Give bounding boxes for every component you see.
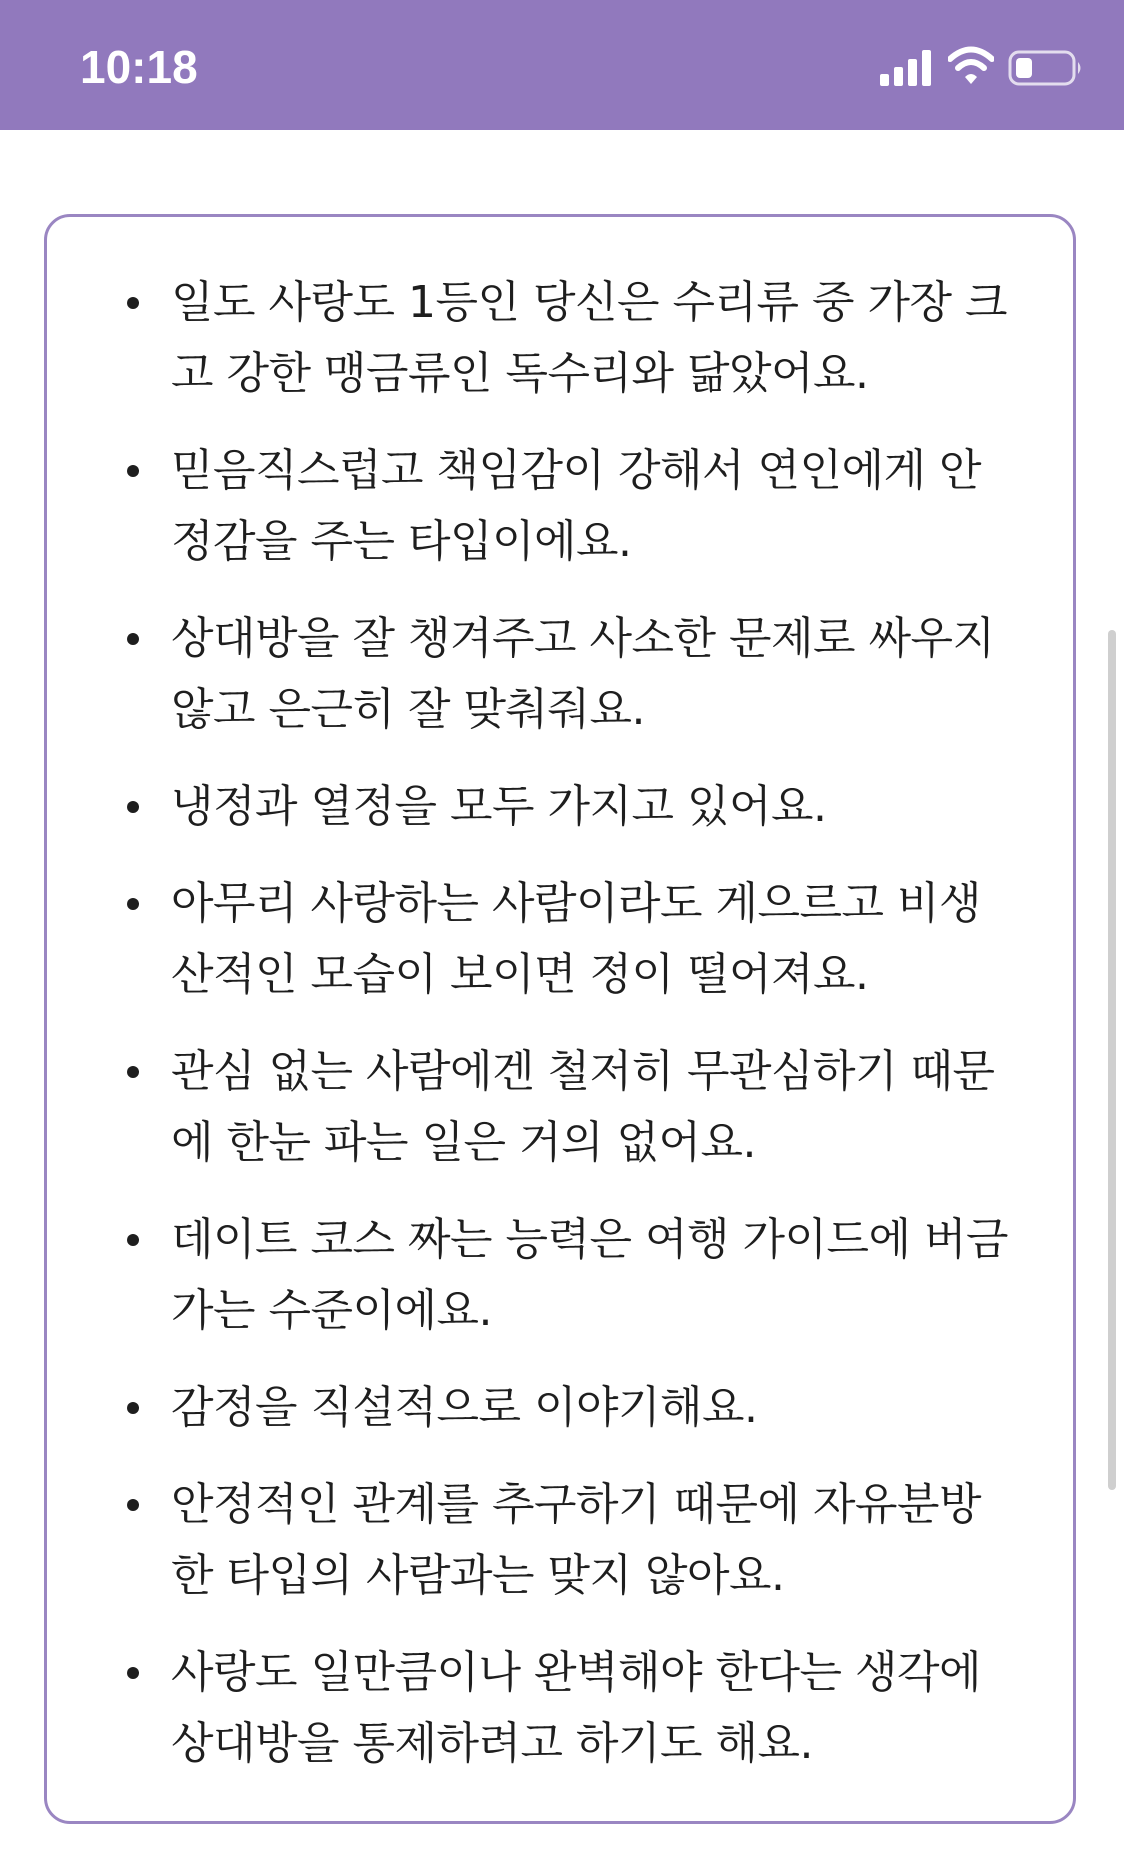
list-item xyxy=(47,1372,1073,1443)
scrollbar-thumb[interactable] xyxy=(1108,630,1116,1490)
bullet-icon xyxy=(127,633,139,645)
trait-list xyxy=(47,267,1073,1805)
list-item-text: 아무리 사랑하는 사람이라도 게으르고 비생산적인 모습이 보이면 정이 떨어져요. xyxy=(171,878,982,1000)
bullet-icon xyxy=(127,1402,139,1414)
list-item xyxy=(47,1036,1073,1178)
battery-icon xyxy=(1008,50,1084,86)
list-item xyxy=(47,267,1073,409)
list-item-text: 믿음직스럽고 책임감이 강해서 연인에게 안정감을 주는 타입이에요. xyxy=(171,445,982,567)
content-area[interactable] xyxy=(0,130,1124,1849)
status-time: 10:18 xyxy=(80,41,198,93)
bullet-icon xyxy=(127,898,139,910)
list-item-text: 냉정과 열정을 모두 가지고 있어요. xyxy=(171,781,827,832)
list-item-text: 안정적인 관계를 추구하기 때문에 자유분방한 타입의 사람과는 맞지 않아요. xyxy=(171,1479,982,1601)
info-card xyxy=(44,214,1076,1824)
list-item xyxy=(47,1204,1073,1346)
list-item xyxy=(47,603,1073,745)
list-item-text: 데이트 코스 짜는 능력은 여행 가이드에 버금가는 수준이에요. xyxy=(171,1214,1008,1336)
bullet-icon xyxy=(127,801,139,813)
bullet-icon xyxy=(127,1066,139,1078)
list-item-text: 관심 없는 사람에겐 철저히 무관심하기 때문에 한눈 파는 일은 거의 없어요. xyxy=(171,1046,995,1168)
bullet-icon xyxy=(127,465,139,477)
bullet-icon xyxy=(127,1499,139,1511)
list-item-text: 감정을 직설적으로 이야기해요. xyxy=(171,1382,758,1433)
list-item xyxy=(47,868,1073,1010)
list-item-text: 사랑도 일만큼이나 완벽해야 한다는 생각에 상대방을 통제하려고 하기도 해요. xyxy=(171,1647,982,1769)
list-item xyxy=(47,1469,1073,1611)
list-item-text: 일도 사랑도 1등인 당신은 수리류 중 가장 크고 강한 맹금류인 독수리와 닮았어요. xyxy=(171,277,1007,399)
bullet-icon xyxy=(127,297,139,309)
list-item-text: 상대방을 잘 챙겨주고 사소한 문제로 싸우지 않고 은근히 잘 맞춰줘요. xyxy=(171,613,995,735)
status-bar xyxy=(0,0,1124,130)
bullet-icon xyxy=(127,1667,139,1679)
bullet-icon xyxy=(127,1234,139,1246)
wifi-icon xyxy=(948,46,994,86)
scrollbar[interactable] xyxy=(1108,630,1116,1490)
signal-icon xyxy=(880,50,932,86)
list-item xyxy=(47,1637,1073,1779)
list-item xyxy=(47,771,1073,842)
list-item xyxy=(47,435,1073,577)
